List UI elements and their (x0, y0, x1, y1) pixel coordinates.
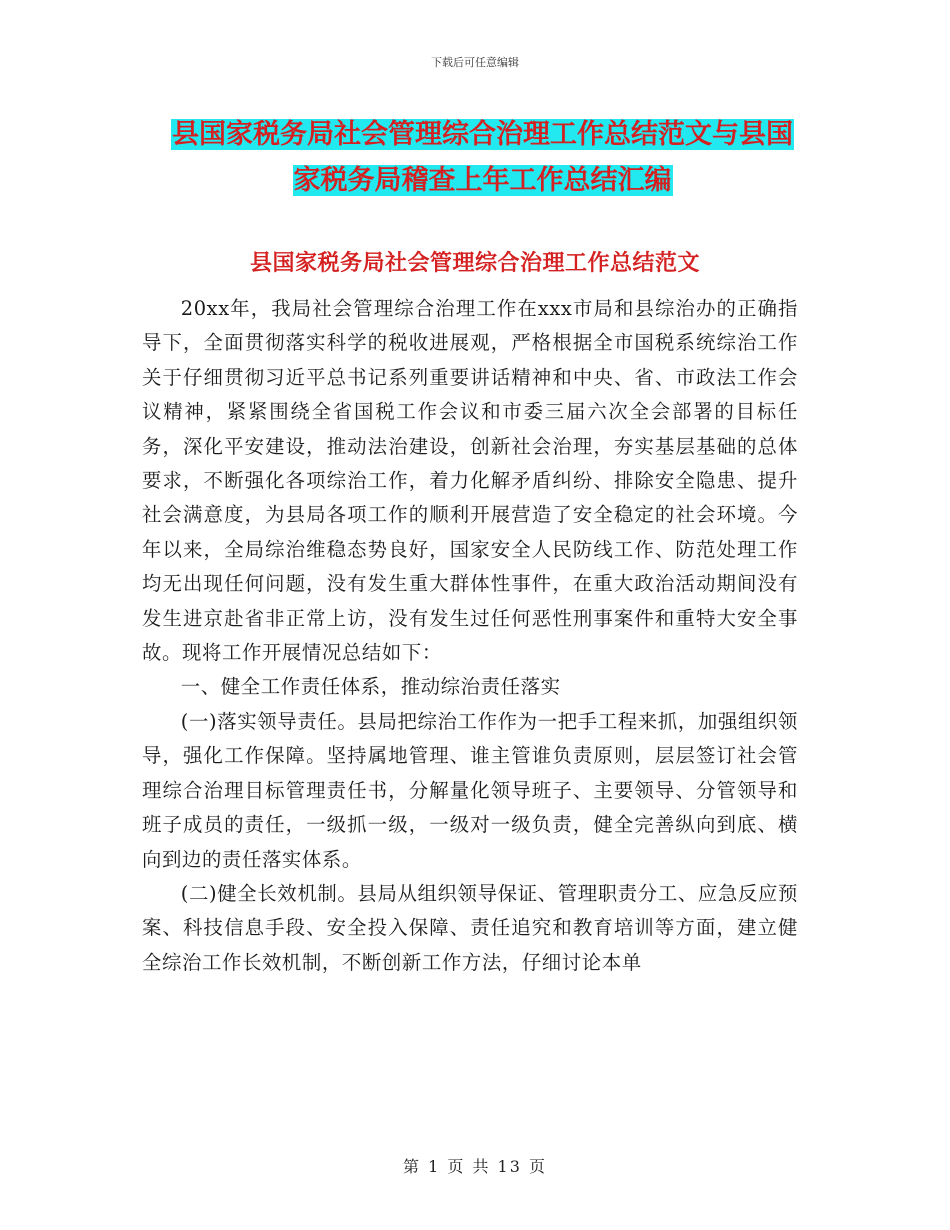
section-title: 县国家税务局社会管理综合治理工作总结范文 (249, 250, 700, 276)
main-title-line-1: 县国家税务局社会管理综合治理工作总结范文与县国 (172, 119, 793, 150)
body-text (142, 292, 798, 980)
header-note: 下载后可任意编辑 (431, 56, 519, 69)
main-title-line-2: 家税务局稽查上年工作总结汇编 (293, 165, 672, 196)
paragraph-item-2: (二)健全长效机制。县局从组织领导保证、管理职责分工、应急反应预案、科技信息手段、安全投入保障、责任追究和教育培训等方面，建立健全综治工作长效机制，不断创新工作方法，仔细讨论本单 (142, 881, 798, 974)
main-title (145, 112, 820, 204)
paragraph-heading-1: 一、健全工作责任体系，推动综治责任落实 (180, 675, 561, 699)
paragraph-intro: 20xx年，我局社会管理综合治理工作在xxx市局和县综治办的正确指导下，全面贯彻落实科学的税收进展观，严格根据全市国税系统综治工作关于仔细贯彻习近平总书记系列重要讲话精神和中央、省、市政法工作会议精神，紧紧围绕全省国税工作会议和市委三届六次全会部署的目标任务，深化平安建设，推动法治建设，创新社会治理，夯实基层基础的总体要求，不断强化各项综治工作，着力化解矛盾纠纷、排除安全隐患、提升社会满意度，为县局各项工作的顺利开展营造了安全稳定的社会环境。今年以来，全局综治维稳态势良好，国家安全人民防线工作、防范处理工作均无出现任何问题，没有发生重大群体性事件，在重大政治活动期间没有发生进京赴省非正常上访，没有发生过任何恶性刑事案件和重特大安全事故。现将工作开展情况总结如下： (142, 297, 798, 665)
paragraph-item-1: (一)落实领导责任。县局把综治工作作为一把手工程来抓，加强组织领导，强化工作保障。坚持属地管理、谁主管谁负责原则，层层签订社会管理综合治理目标管理责任书，分解量化领导班子、主要领导、分管领导和班子成员的责任，一级抓一级，一级对一级负责，健全完善纵向到底、横向到边的责任落实体系。 (142, 709, 798, 871)
page-number-footer: 第 1 页 共 13 页 (403, 1157, 547, 1176)
